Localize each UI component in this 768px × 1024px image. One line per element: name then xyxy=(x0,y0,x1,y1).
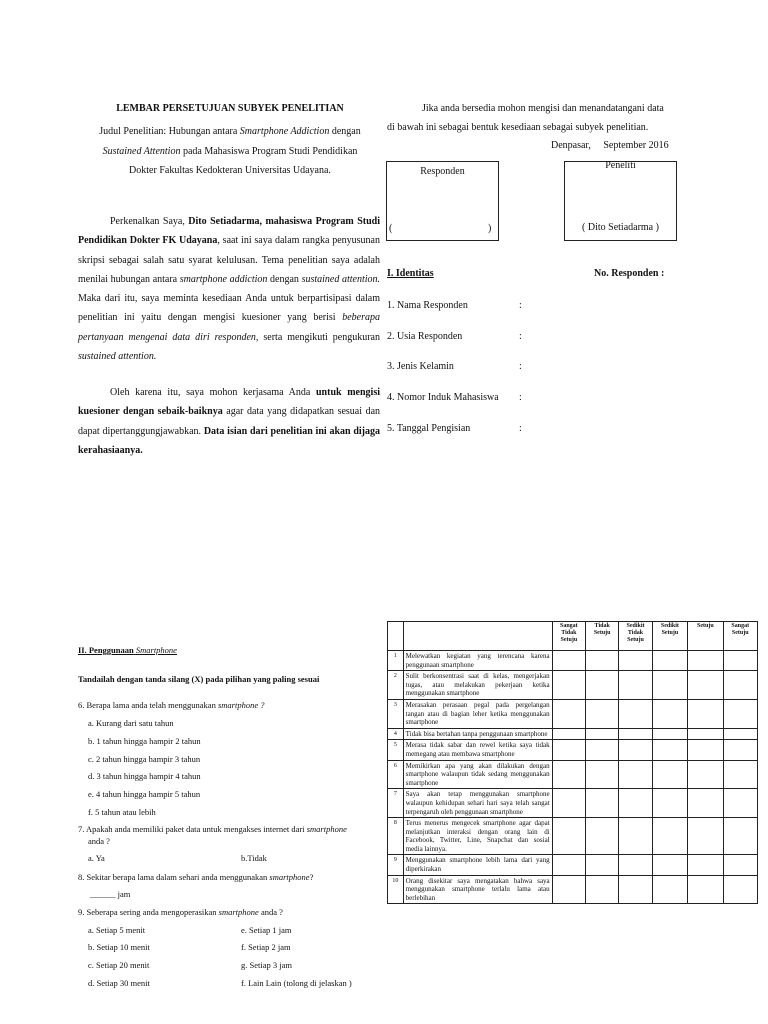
identitas-heading: I. Identitas xyxy=(387,268,434,279)
likert-table xyxy=(387,621,758,904)
likert-body xyxy=(388,651,758,904)
likert-row xyxy=(388,818,758,855)
q9-prefix: 9. Seberapa sering anda mengoperasikan xyxy=(78,907,217,917)
q9-option-other[interactable]: f. Lain Lain (tolong di jelaskan ) xyxy=(241,978,352,988)
responden-paren-close: ) xyxy=(488,223,492,234)
request-bold-1: untuk mengisi kuesioner dengan sebaik-baiknya xyxy=(78,387,381,418)
q8-end: ? xyxy=(309,872,314,882)
judul-mid1: dengan xyxy=(331,126,361,137)
field-usia-label: 2. Usia Responden xyxy=(387,331,463,342)
likert-answer-cell[interactable] xyxy=(723,699,757,728)
likert-statement: Terus menerus mengecek smartphone agar dapat melanjutkan interaksi dengan orang lain di Facebook, Twitter, Line, Snapchat dan sosial media lainnya. xyxy=(403,818,552,855)
field-usia-input[interactable]: : xyxy=(519,331,522,342)
likert-answer-cell[interactable] xyxy=(586,789,619,818)
judul-prefix: Judul Penelitian: Hubungan antara xyxy=(99,126,238,137)
judul-mid2: pada Mahasiswa Program Studi Pendidikan xyxy=(182,146,358,157)
request-text-1: Oleh karena itu, saya mohon kerjasama Anda xyxy=(110,387,311,398)
field-tanggal-input[interactable]: : xyxy=(519,423,522,434)
likert-row xyxy=(388,875,758,904)
intro-text-1: , saat ini saya dalam rangka penyusunan skripsi sebagai salah satu syarat kelulusan. Tema penelitian saya adalah menilai hubungan antara xyxy=(78,235,381,285)
peneliti-signature-box[interactable] xyxy=(564,161,677,241)
likert-answer-cell[interactable] xyxy=(586,728,619,740)
likert-answer-cell[interactable] xyxy=(723,789,757,818)
intro-italic-4: sustained attention. xyxy=(78,351,157,363)
field-nim-label: 4. Nomor Induk Mahasiswa xyxy=(387,392,499,403)
likert-answer-cell[interactable] xyxy=(688,651,723,671)
likert-answer-cell[interactable] xyxy=(652,818,687,855)
section2-heading-italic: Smartphone xyxy=(135,645,177,655)
intro-italic-2: sustained attention. xyxy=(301,273,381,285)
likert-answer-cell[interactable] xyxy=(652,855,687,875)
q7-option-b[interactable]: b.Tidak xyxy=(241,853,267,863)
q8-prefix: 8. Sekitar berapa lama dalam sehari anda menggunakan xyxy=(78,872,268,882)
likert-answer-cell[interactable] xyxy=(619,651,652,671)
section2-heading xyxy=(78,645,177,656)
likert-answer-cell[interactable] xyxy=(652,740,687,760)
intro-greeting: Perkenalkan Saya, xyxy=(110,216,185,227)
likert-answer-cell[interactable] xyxy=(652,875,687,904)
q6-text xyxy=(78,700,264,711)
q9-option-c[interactable]: c. Setiap 20 menit xyxy=(88,960,150,970)
q9-option-a[interactable]: a. Setiap 5 menit xyxy=(88,925,146,935)
judul-var1: Smartphone Addiction xyxy=(239,126,330,137)
likert-answer-cell[interactable] xyxy=(619,818,652,855)
likert-answer-cell[interactable] xyxy=(688,671,723,700)
likert-answer-cell[interactable] xyxy=(552,875,585,904)
likert-answer-cell[interactable] xyxy=(586,671,619,700)
header-setuju: Setuju xyxy=(688,622,723,651)
request-paragraph xyxy=(78,383,380,460)
intro-text-3: Maka dari itu, saya meminta kesediaan Anda untuk berpartisipasi dalam penelitian ini yaitu dengan mengisi kuesioner yang berisi xyxy=(78,293,380,324)
likert-answer-cell[interactable] xyxy=(586,760,619,789)
likert-answer-cell[interactable] xyxy=(586,818,619,855)
likert-answer-cell[interactable] xyxy=(552,789,585,818)
intro-text-4: serta mengikuti pengukuran xyxy=(263,331,380,343)
likert-answer-cell[interactable] xyxy=(688,740,723,760)
likert-item-number: 2 xyxy=(388,671,404,700)
q6-option-e[interactable]: e. 4 tahun hingga hampir 5 tahun xyxy=(88,789,201,799)
likert-row xyxy=(388,760,758,789)
q9-end: anda ? xyxy=(260,907,283,917)
peneliti-label: Peneliti xyxy=(605,160,636,171)
date-place: Denpasar, xyxy=(551,140,591,151)
likert-answer-cell[interactable] xyxy=(688,728,723,740)
likert-item-number: 9 xyxy=(388,855,404,875)
request-text-2: agar data yang didapatkan sesuai dan dapat dipertanggungjawabkan. xyxy=(78,406,381,437)
judul-var2: Sustained Attention xyxy=(102,146,181,157)
likert-answer-cell[interactable] xyxy=(619,789,652,818)
research-title-line1 xyxy=(78,125,382,139)
field-nim-input[interactable]: : xyxy=(519,392,522,403)
q9-option-e[interactable]: e. Setiap 1 jam xyxy=(241,925,292,935)
likert-statement: Sulit berkonsentrasi saat di kelas, mengerjakan tugas, atau melakukan pekerjaan ketika menggunakan smartphone xyxy=(403,671,552,700)
likert-answer-cell[interactable] xyxy=(619,760,652,789)
likert-answer-cell[interactable] xyxy=(723,818,757,855)
likert-answer-cell[interactable] xyxy=(619,740,652,760)
likert-answer-cell[interactable] xyxy=(586,740,619,760)
q6-option-a[interactable]: a. Kurang dari satu tahun xyxy=(88,718,174,728)
responden-signature-box[interactable] xyxy=(386,161,499,241)
q8-italic: smartphone xyxy=(269,872,310,882)
header-sangat-setuju: Sangat Setuju xyxy=(723,622,757,651)
likert-row xyxy=(388,740,758,760)
q7-prefix: 7. Apakah anda memiliki paket data untuk mengakses internet dari xyxy=(78,824,305,834)
likert-answer-cell[interactable] xyxy=(688,789,723,818)
section2-heading-prefix: II. Penggunaan xyxy=(78,645,134,655)
q9-option-g[interactable]: g. Setiap 3 jam xyxy=(241,960,292,970)
likert-answer-cell[interactable] xyxy=(723,740,757,760)
q9-option-b[interactable]: b. Setiap 10 menit xyxy=(88,942,150,952)
likert-answer-cell[interactable] xyxy=(552,740,585,760)
likert-answer-cell[interactable] xyxy=(619,855,652,875)
intro-text-2: dengan xyxy=(270,273,299,285)
likert-row xyxy=(388,671,758,700)
q8-blank[interactable]: ______ xyxy=(90,889,116,899)
likert-item-number: 6 xyxy=(388,760,404,789)
likert-answer-cell[interactable] xyxy=(723,671,757,700)
likert-answer-cell[interactable] xyxy=(586,699,619,728)
likert-statement: Memikirkan apa yang akan dilakukan dengan smartphone walaupun tidak sedang menggunakan smartphone xyxy=(403,760,552,789)
likert-answer-cell[interactable] xyxy=(552,760,585,789)
section2-instruction: Tandailah dengan tanda silang (X) pada pilihan yang paling sesuai xyxy=(78,674,320,684)
likert-statement: Tidak bisa bertahan tanpa penggunaan smartphone xyxy=(403,728,552,740)
research-title-line3: Dokter Fakultas Kedokteran Universitas Udayana. xyxy=(129,165,331,176)
likert-answer-cell[interactable] xyxy=(619,671,652,700)
field-kelamin-label: 3. Jenis Kelamin xyxy=(387,361,454,372)
date-month: September 2016 xyxy=(603,140,669,151)
likert-answer-cell[interactable] xyxy=(652,651,687,671)
likert-item-number: 4 xyxy=(388,728,404,740)
likert-answer-cell[interactable] xyxy=(552,651,585,671)
likert-answer-cell[interactable] xyxy=(723,875,757,904)
q7-option-a[interactable]: a. Ya xyxy=(88,853,105,863)
likert-statement: Merasakan perasaan pegal pada pergelangan tangan atau di bagian leher ketika menggunakan smartphone xyxy=(403,699,552,728)
q6-prefix: 6. Berapa lama anda telah menggunakan xyxy=(78,700,216,710)
q7-end: anda ? xyxy=(88,836,110,846)
request-bold-2: Data isian dari penelitian ini akan dijaga kerahasiaanya. xyxy=(78,425,381,456)
q7-italic: smartphone xyxy=(306,824,347,834)
likert-header-row xyxy=(388,622,758,651)
likert-answer-cell[interactable] xyxy=(552,671,585,700)
q6-option-b[interactable]: b. 1 tahun hingga hampir 2 tahun xyxy=(88,736,201,746)
likert-answer-cell[interactable] xyxy=(619,699,652,728)
likert-answer-cell[interactable] xyxy=(552,699,585,728)
likert-item-number: 8 xyxy=(388,818,404,855)
researcher-identity: Dito Setiadarma, mahasiswa Program Studi Pendidikan Dokter FK Udayana xyxy=(78,216,381,247)
likert-item-number: 10 xyxy=(388,875,404,904)
field-kelamin-input[interactable]: : xyxy=(519,361,522,372)
responden-label: Responden xyxy=(420,166,465,177)
q8-text xyxy=(78,872,313,883)
likert-answer-cell[interactable] xyxy=(552,728,585,740)
header-sedikit-tidak-setuju: Sedikit Tidak Setuju xyxy=(619,622,652,651)
likert-answer-cell[interactable] xyxy=(652,760,687,789)
responden-paren-open: ( xyxy=(389,223,393,234)
likert-item-number: 5 xyxy=(388,740,404,760)
likert-statement: Orang disekitar saya mengatakan bahwa saya menggunakan smartphone terlalu lama atau berlebihan xyxy=(403,875,552,904)
header-tidak-setuju: Tidak Setuju xyxy=(586,622,619,651)
likert-statement: Menggunakan smartphone lebih lama dari yang diperkirakan xyxy=(403,855,552,875)
likert-answer-cell[interactable] xyxy=(586,651,619,671)
likert-answer-cell[interactable] xyxy=(723,760,757,789)
likert-answer-cell[interactable] xyxy=(688,760,723,789)
consent-title: LEMBAR PERSETUJUAN SUBYEK PENELITIAN xyxy=(116,103,344,114)
intro-paragraph xyxy=(78,212,380,366)
peneliti-name: ( Dito Setiadarma ) xyxy=(582,222,659,233)
q9-option-d[interactable]: d. Setiap 30 menit xyxy=(88,978,150,988)
intro-italic-3: beberapa pertanyaan mengenai data diri responden, xyxy=(78,312,381,343)
date-line xyxy=(551,139,669,153)
likert-answer-cell[interactable] xyxy=(586,875,619,904)
field-tanggal-label: 5. Tanggal Pengisian xyxy=(387,423,471,434)
likert-item-number: 1 xyxy=(388,651,404,671)
likert-row xyxy=(388,855,758,875)
q6-option-f[interactable]: f. 5 tahun atau lebih xyxy=(88,807,156,817)
likert-answer-cell[interactable] xyxy=(586,855,619,875)
likert-answer-cell[interactable] xyxy=(688,855,723,875)
right-intro-line2: di bawah ini sebagai bentuk kesediaan sebagai subyek penelitian. xyxy=(387,122,649,133)
likert-answer-cell[interactable] xyxy=(688,699,723,728)
likert-answer-cell[interactable] xyxy=(688,875,723,904)
likert-row xyxy=(388,651,758,671)
q6-option-c[interactable]: c. 2 tahun hingga hampir 3 tahun xyxy=(88,754,201,764)
likert-answer-cell[interactable] xyxy=(552,818,585,855)
field-nama-label: 1. Nama Responden xyxy=(387,300,468,311)
likert-answer-cell[interactable] xyxy=(652,728,687,740)
q7-text xyxy=(78,824,347,835)
header-no xyxy=(388,622,404,651)
likert-answer-cell[interactable] xyxy=(723,651,757,671)
research-title-line2 xyxy=(78,145,382,159)
q6-option-d[interactable]: d. 3 tahun hingga hampir 4 tahun xyxy=(88,771,201,781)
likert-row xyxy=(388,728,758,740)
right-intro-line1: Jika anda bersedia mohon mengisi dan menandatangani data xyxy=(422,103,664,114)
likert-answer-cell[interactable] xyxy=(619,875,652,904)
likert-item-number: 7 xyxy=(388,789,404,818)
likert-statement: Melewatkan kegiatan yang terencana karena penggunaan smartphone xyxy=(403,651,552,671)
q9-text xyxy=(78,907,283,918)
likert-statement: Merasa tidak sabar dan rewel ketika saya tidak memegang atau membawa smartphone xyxy=(403,740,552,760)
intro-italic-1: smartphone addiction xyxy=(179,273,268,285)
q6-italic: smartphone ? xyxy=(217,700,265,710)
q8-unit: jam xyxy=(117,889,131,899)
likert-answer-cell[interactable] xyxy=(723,728,757,740)
likert-answer-cell[interactable] xyxy=(619,728,652,740)
likert-answer-cell[interactable] xyxy=(652,699,687,728)
likert-answer-cell[interactable] xyxy=(552,855,585,875)
likert-item-number: 3 xyxy=(388,699,404,728)
header-sedikit-setuju: Sedikit Setuju xyxy=(652,622,687,651)
q9-option-f[interactable]: f. Setiap 2 jam xyxy=(241,942,291,952)
q8-answer-line[interactable] xyxy=(90,889,130,900)
likert-answer-cell[interactable] xyxy=(652,671,687,700)
q9-italic: smartphone xyxy=(218,907,259,917)
likert-row xyxy=(388,699,758,728)
likert-answer-cell[interactable] xyxy=(723,855,757,875)
likert-answer-cell[interactable] xyxy=(652,789,687,818)
header-statement xyxy=(403,622,552,651)
likert-statement: Saya akan tetap menggunakan smartphone walaupun kehidupan sehari hari saya telah sangat terpengaruh oleh penggunaan smartphone xyxy=(403,789,552,818)
no-responden-label: No. Responden : xyxy=(594,268,665,279)
likert-row xyxy=(388,789,758,818)
likert-answer-cell[interactable] xyxy=(688,818,723,855)
field-nama-input[interactable]: : xyxy=(519,300,522,311)
header-sangat-tidak-setuju: Sangat Tidak Setuju xyxy=(552,622,585,651)
